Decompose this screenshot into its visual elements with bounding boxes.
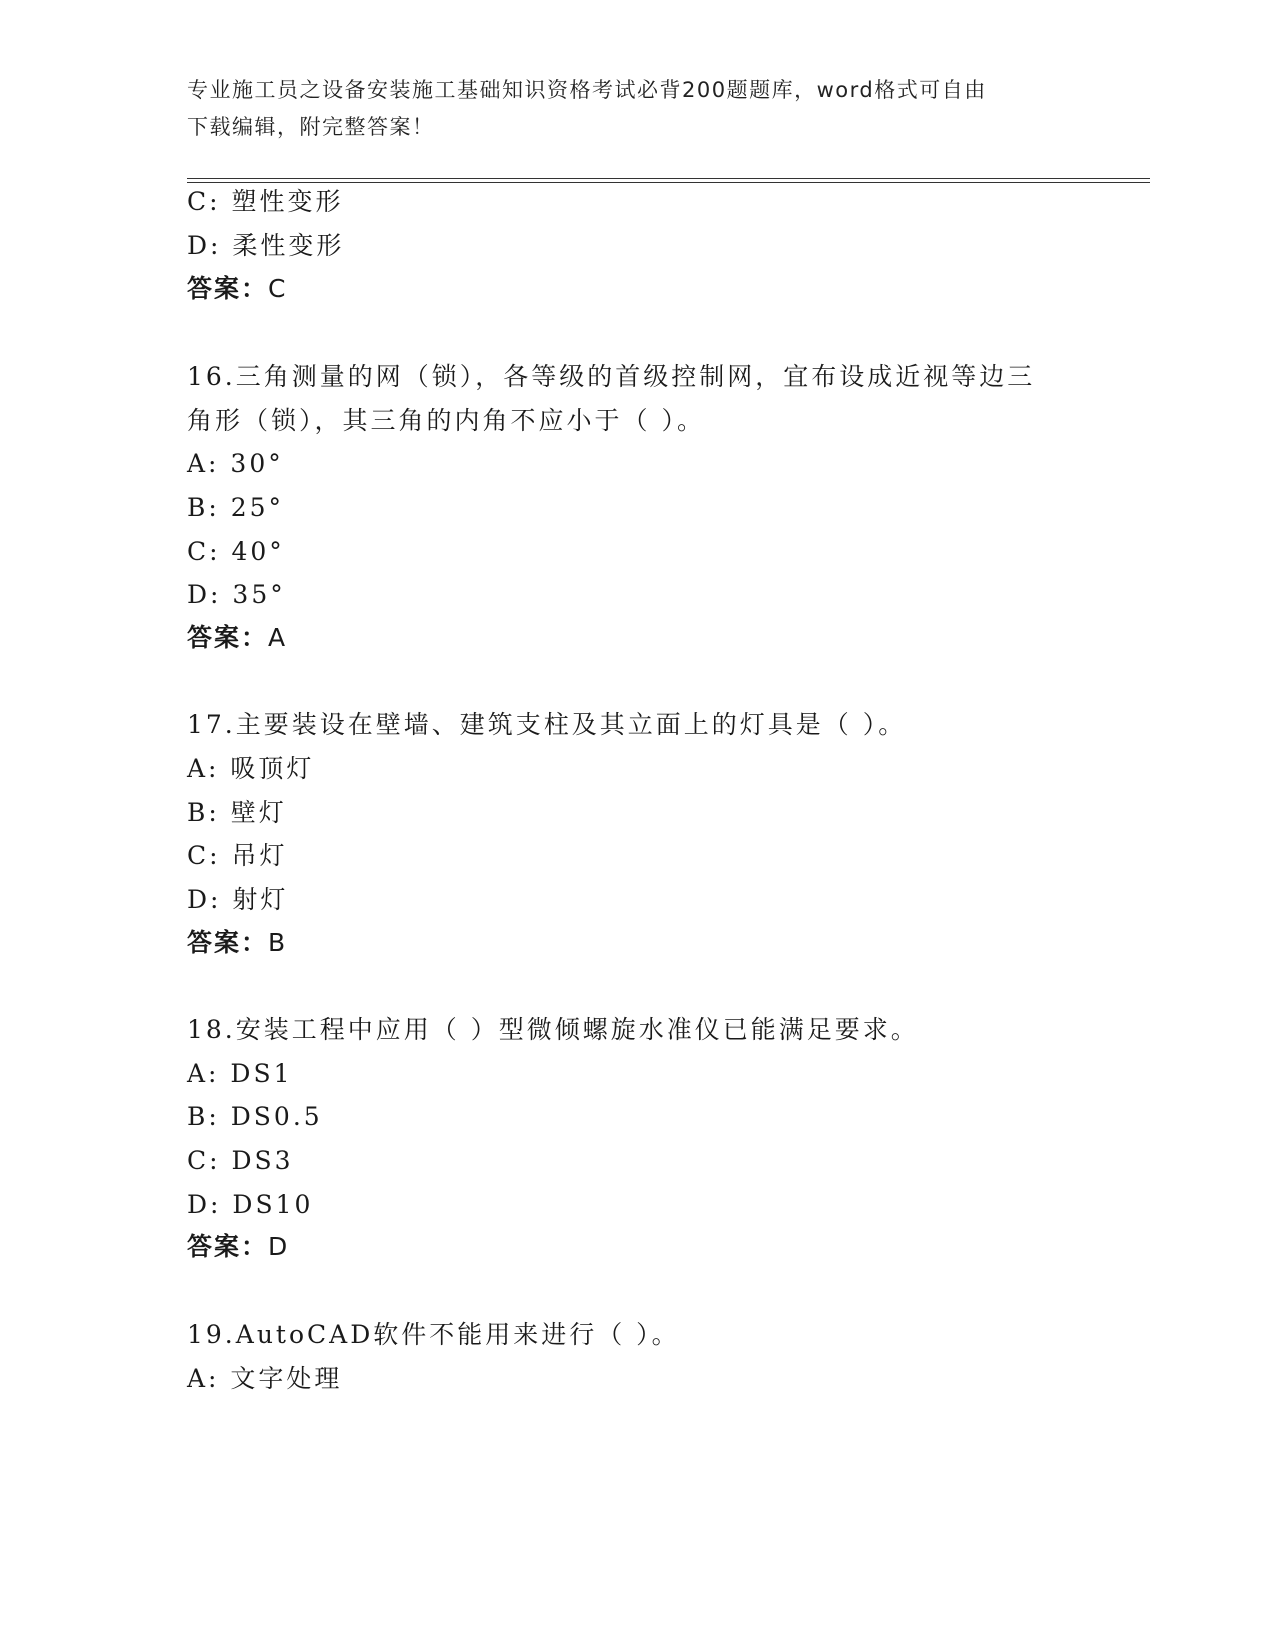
answer-line — [187, 272, 287, 306]
answer-label: 答案： — [187, 928, 269, 957]
question-stem: 17.主要装设在壁墙、建筑支柱及其立面上的灯具是（ ）。 — [187, 710, 907, 739]
option-line: C: 吊灯 — [187, 841, 288, 870]
question-stem-continued: 角形（锁），其三角的内角不应小于（ ）。 — [187, 406, 705, 435]
question-stem: 18.安装工程中应用（ ）型微倾螺旋水准仪已能满足要求。 — [187, 1015, 919, 1044]
option-line: D: DS10 — [187, 1190, 314, 1219]
document-header — [187, 72, 1067, 146]
header-rule-top — [187, 178, 1150, 179]
answer-label: 答案： — [187, 274, 269, 303]
option-line: D: 射灯 — [187, 885, 289, 914]
option-line: A: 30° — [187, 449, 284, 478]
option-line: D: 柔性变形 — [187, 231, 345, 260]
header-line-1: 专业施工员之设备安装施工基础知识资格考试必背200题题库，word格式可自由 — [187, 78, 987, 102]
option-line: B: 25° — [187, 493, 285, 522]
option-line: B: 壁灯 — [187, 798, 287, 827]
answer-label: 答案： — [187, 1232, 269, 1261]
question-stem: 16.三角测量的网（锁），各等级的首级控制网，宜布设成近视等边三 — [187, 362, 1036, 391]
answer-value: C — [268, 274, 288, 303]
header-rule-bottom — [187, 182, 1150, 183]
answer-value: D — [268, 1232, 290, 1261]
answer-line — [187, 1230, 289, 1264]
question-stem: 19.AutoCAD软件不能用来进行（ ）。 — [187, 1320, 680, 1349]
answer-line — [187, 621, 287, 655]
answer-value: B — [268, 928, 288, 957]
answer-line — [187, 926, 287, 960]
option-line: C: 塑性变形 — [187, 187, 344, 216]
answer-value: A — [268, 623, 288, 652]
option-line: A: 吸顶灯 — [187, 754, 315, 783]
option-line: A: 文字处理 — [187, 1364, 343, 1393]
answer-label: 答案： — [187, 623, 269, 652]
option-line: D: 35° — [187, 580, 286, 609]
header-line-2: 下载编辑，附完整答案！ — [187, 115, 435, 139]
option-line: B: DS0.5 — [187, 1102, 323, 1131]
option-line: C: 40° — [187, 537, 285, 566]
option-line: C: DS3 — [187, 1146, 294, 1175]
option-line: A: DS1 — [187, 1059, 293, 1088]
